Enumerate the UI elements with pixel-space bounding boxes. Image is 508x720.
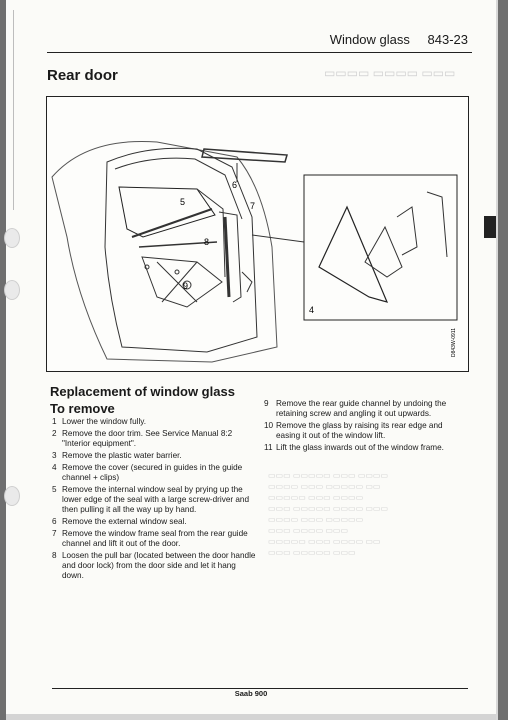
manual-page <box>6 0 496 720</box>
header-section: Window glass <box>329 32 410 47</box>
subsection-title: To remove <box>50 401 115 416</box>
step-item: 11 Lift the glass inwards out of the window frame. <box>264 443 444 452</box>
step-item: 6 Remove the external window seal. <box>52 517 187 526</box>
page-footer: Saab 900 <box>234 689 268 698</box>
step-item: 10 Remove the glass by raising its rear edge and easing it out of the window lift. <box>264 421 443 440</box>
step-item: 7 Remove the window frame seal from the rear guide channel and lift it out of the door. <box>52 529 248 548</box>
step-item: 8 Loosen the pull bar (located between the door handle and door lock) from the door side and let it hang down. <box>52 551 256 580</box>
door-illustration <box>47 97 468 371</box>
binder-hole <box>4 486 20 506</box>
door-diagram <box>46 96 469 372</box>
step-item: 4 Remove the cover (secured in guides in the guide channel + clips) <box>52 463 243 482</box>
callout-4: 4 <box>309 305 315 315</box>
step-item: 5 Remove the internal window seal by prying up the lower edge of the seal with a large screw-driver and then pulling it all the way up by hand. <box>52 485 250 514</box>
callout-7: 7 <box>250 201 256 211</box>
callout-9: 9 <box>183 281 189 291</box>
steps-left-column <box>52 417 258 583</box>
bleed-through-text: ▭▭▭ ▭▭▭▭ ▭▭▭▭ <box>324 66 456 80</box>
step-item: 2 Remove the door trim. See Service Manual 8:2 "Interior equipment". <box>52 429 233 448</box>
steps-right-column <box>264 399 466 455</box>
page-header <box>316 32 468 47</box>
binder-hole <box>4 280 20 300</box>
step-item: 3 Remove the plastic water barrier. <box>52 451 182 460</box>
callout-8: 8 <box>204 237 210 247</box>
binder-hole <box>4 228 20 248</box>
callout-6: 6 <box>232 180 238 190</box>
page-margin-rule <box>13 10 14 210</box>
header-page-code: 843-23 <box>427 32 468 47</box>
step-item: 1 Lower the window fully. <box>52 417 147 426</box>
header-rule <box>47 52 472 53</box>
bleed-through-text: ▭▭▭ ▭▭▭▭▭ ▭▭▭ ▭▭▭▭ ▭▭▭▭ ▭▭▭ ▭▭▭▭▭ ▭▭ ▭▭▭▭▭ ▭▭▭ ▭▭▭▭ ▭▭▭ ▭▭▭▭▭ ▭▭▭▭ ▭▭▭ ▭▭▭▭ ▭▭▭ ▭▭▭▭▭ ▭▭▭ ▭▭▭▭ ▭▭▭ ▭▭▭▭▭ ▭▭▭ ▭▭▭▭ ▭▭ ▭▭▭ ▭▭▭▭▭ ▭▭▭ <box>268 471 389 557</box>
section-title: Replacement of window glass <box>50 384 235 399</box>
section-tab-marker <box>484 216 496 238</box>
callout-5: 5 <box>180 197 186 207</box>
page-edge <box>6 714 496 720</box>
figure-code: D843W-0911 <box>451 328 457 357</box>
page-title: Rear door <box>47 67 118 84</box>
step-item: 9 Remove the rear guide channel by undoing the retaining screw and angling it out upwards. <box>264 399 447 418</box>
